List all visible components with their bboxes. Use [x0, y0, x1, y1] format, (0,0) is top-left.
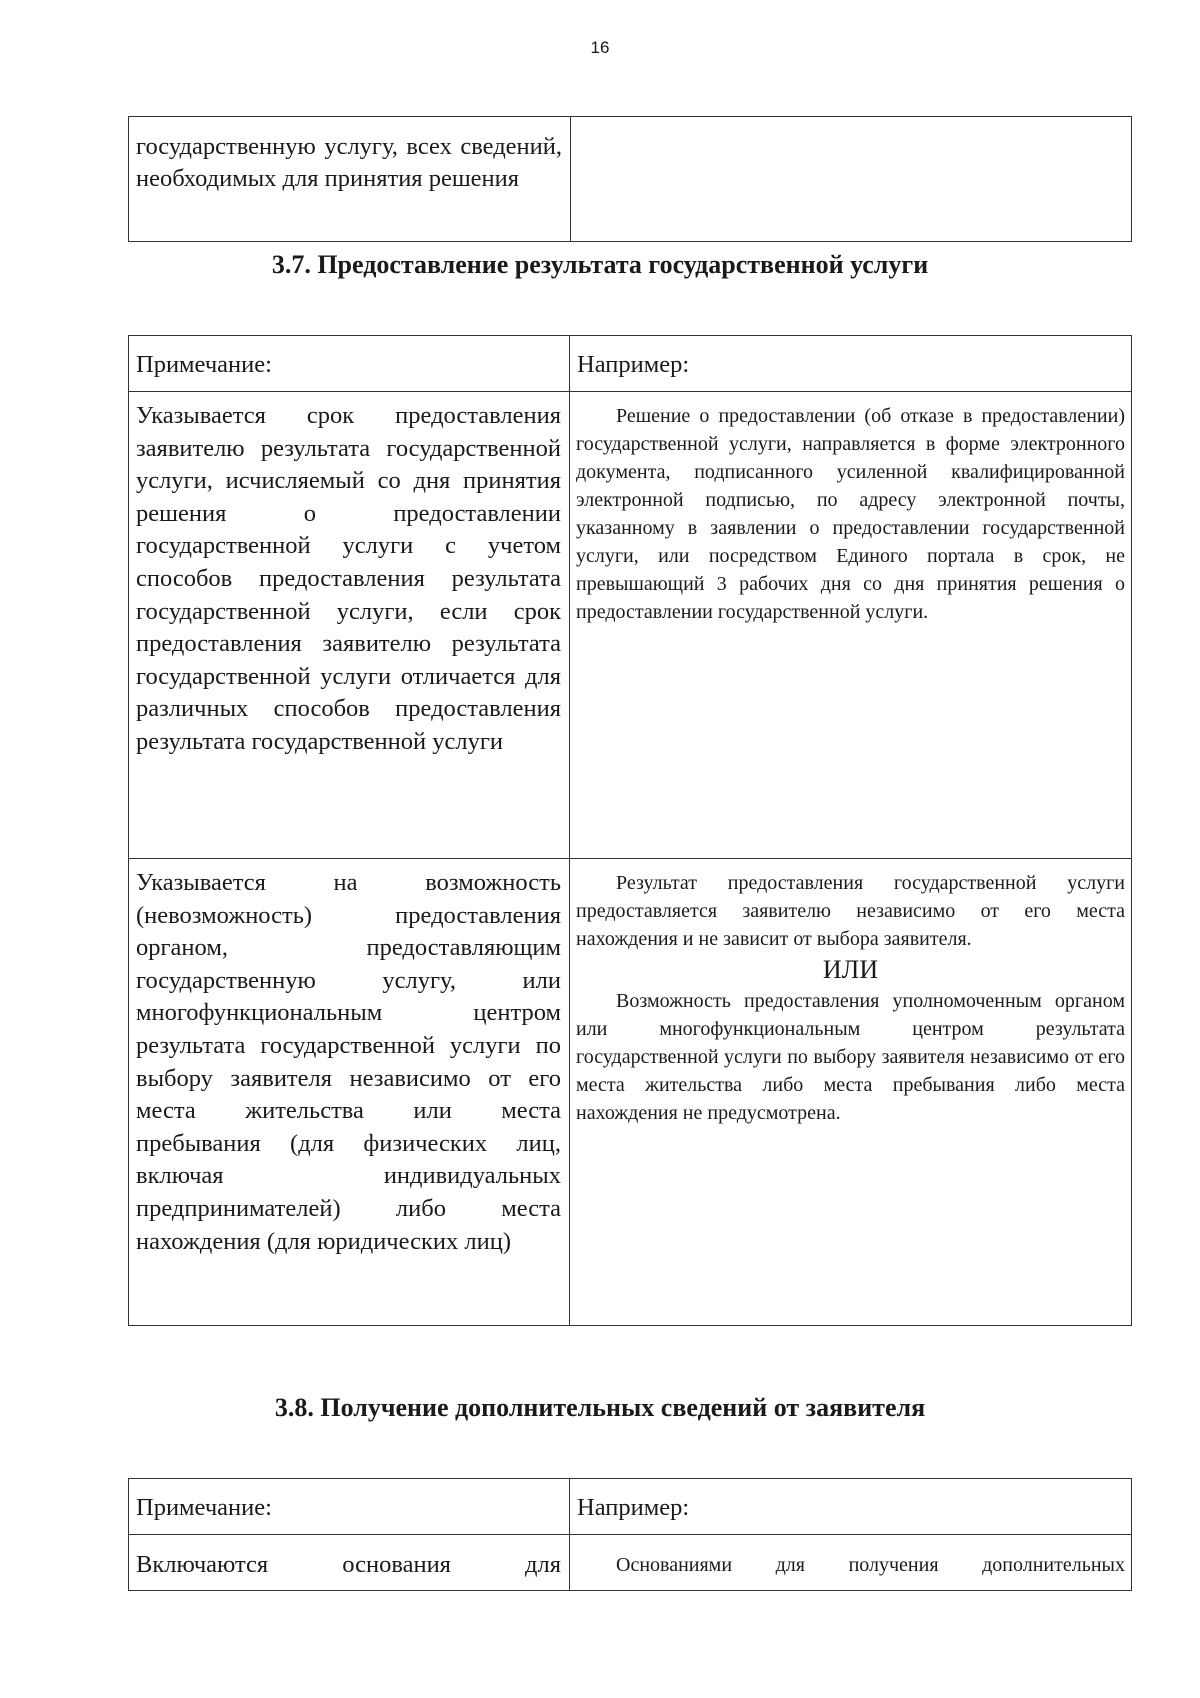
example-paragraph: Основаниями для получения дополнительных [616, 1554, 1125, 1576]
row-example-text [570, 1535, 1132, 1591]
table-cell-left: государственную услугу, всех сведений, необходимых для принятия решения [129, 117, 571, 242]
row-example-text [570, 392, 1132, 859]
row-note-text: Включаются основания для [129, 1535, 570, 1591]
section-title-3-7: 3.7. Предоставление результата государственной услуги [271, 250, 929, 279]
header-example: Например: [570, 1479, 1132, 1535]
table-row [129, 392, 1132, 859]
row-note-text: Указывается срок предоставления заявителю результата государственной услуги, исчисляемый со дня принятия решения о предоставлении государственной услуги с учетом способов предоставления результата государственной услуги, если срок предоставления заявителю результата государственной услуги отличается для различных способов предоставления результата государственной услуги [129, 392, 570, 859]
example-paragraph: Результат предоставления государственной услуги предоставляется заявителю независимо от его места нахождения и не зависит от выбора заявителя. [576, 872, 1125, 950]
table-row [129, 859, 1132, 1326]
table-header-row [129, 1479, 1132, 1535]
section-title-3-8: 3.8. Получение дополнительных сведений от заявителя [274, 1393, 926, 1422]
continuation-table [128, 116, 1132, 242]
section-3-7-table [128, 335, 1132, 1326]
header-example: Например: [570, 336, 1132, 392]
header-note: Примечание: [129, 336, 570, 392]
table-row [129, 1535, 1132, 1591]
section-3-8-table [128, 1478, 1132, 1591]
table-cell-right [571, 117, 1132, 242]
page-number: 16 [590, 38, 610, 57]
row-example-text [570, 859, 1132, 1326]
or-separator: ИЛИ [822, 955, 879, 984]
example-paragraph: Решение о предоставлении (об отказе в предоставлении) государственной услуги, направляется в форме электронного документа, подписанного усиленной квалифицированной электронной подписью, по адресу электронной почты, указанному в заявлении о предоставлении государственной услуги, или посредством Единого портала в срок, не превышающий 3 рабочих дня со дня принятия решения о предоставлении государственной услуги. [576, 405, 1125, 623]
row-note-text: Указывается на возможность (невозможность) предоставления органом, предоставляющим государственную услугу, или многофункциональным центром результата государственной услуги по выбору заявителя независимо от его места жительства или места пребывания (для физических лиц, включая индивидуальных предпринимателей) либо места нахождения (для юридических лиц) [129, 859, 570, 1326]
header-note: Примечание: [129, 1479, 570, 1535]
table-row [129, 117, 1132, 242]
table-header-row [129, 336, 1132, 392]
example-paragraph: Возможность предоставления уполномоченным органом или многофункциональным центром результата государственной услуги по выбору заявителя независимо от его места жительства либо места пребывания либо места нахождения не предусмотрена. [576, 990, 1125, 1124]
